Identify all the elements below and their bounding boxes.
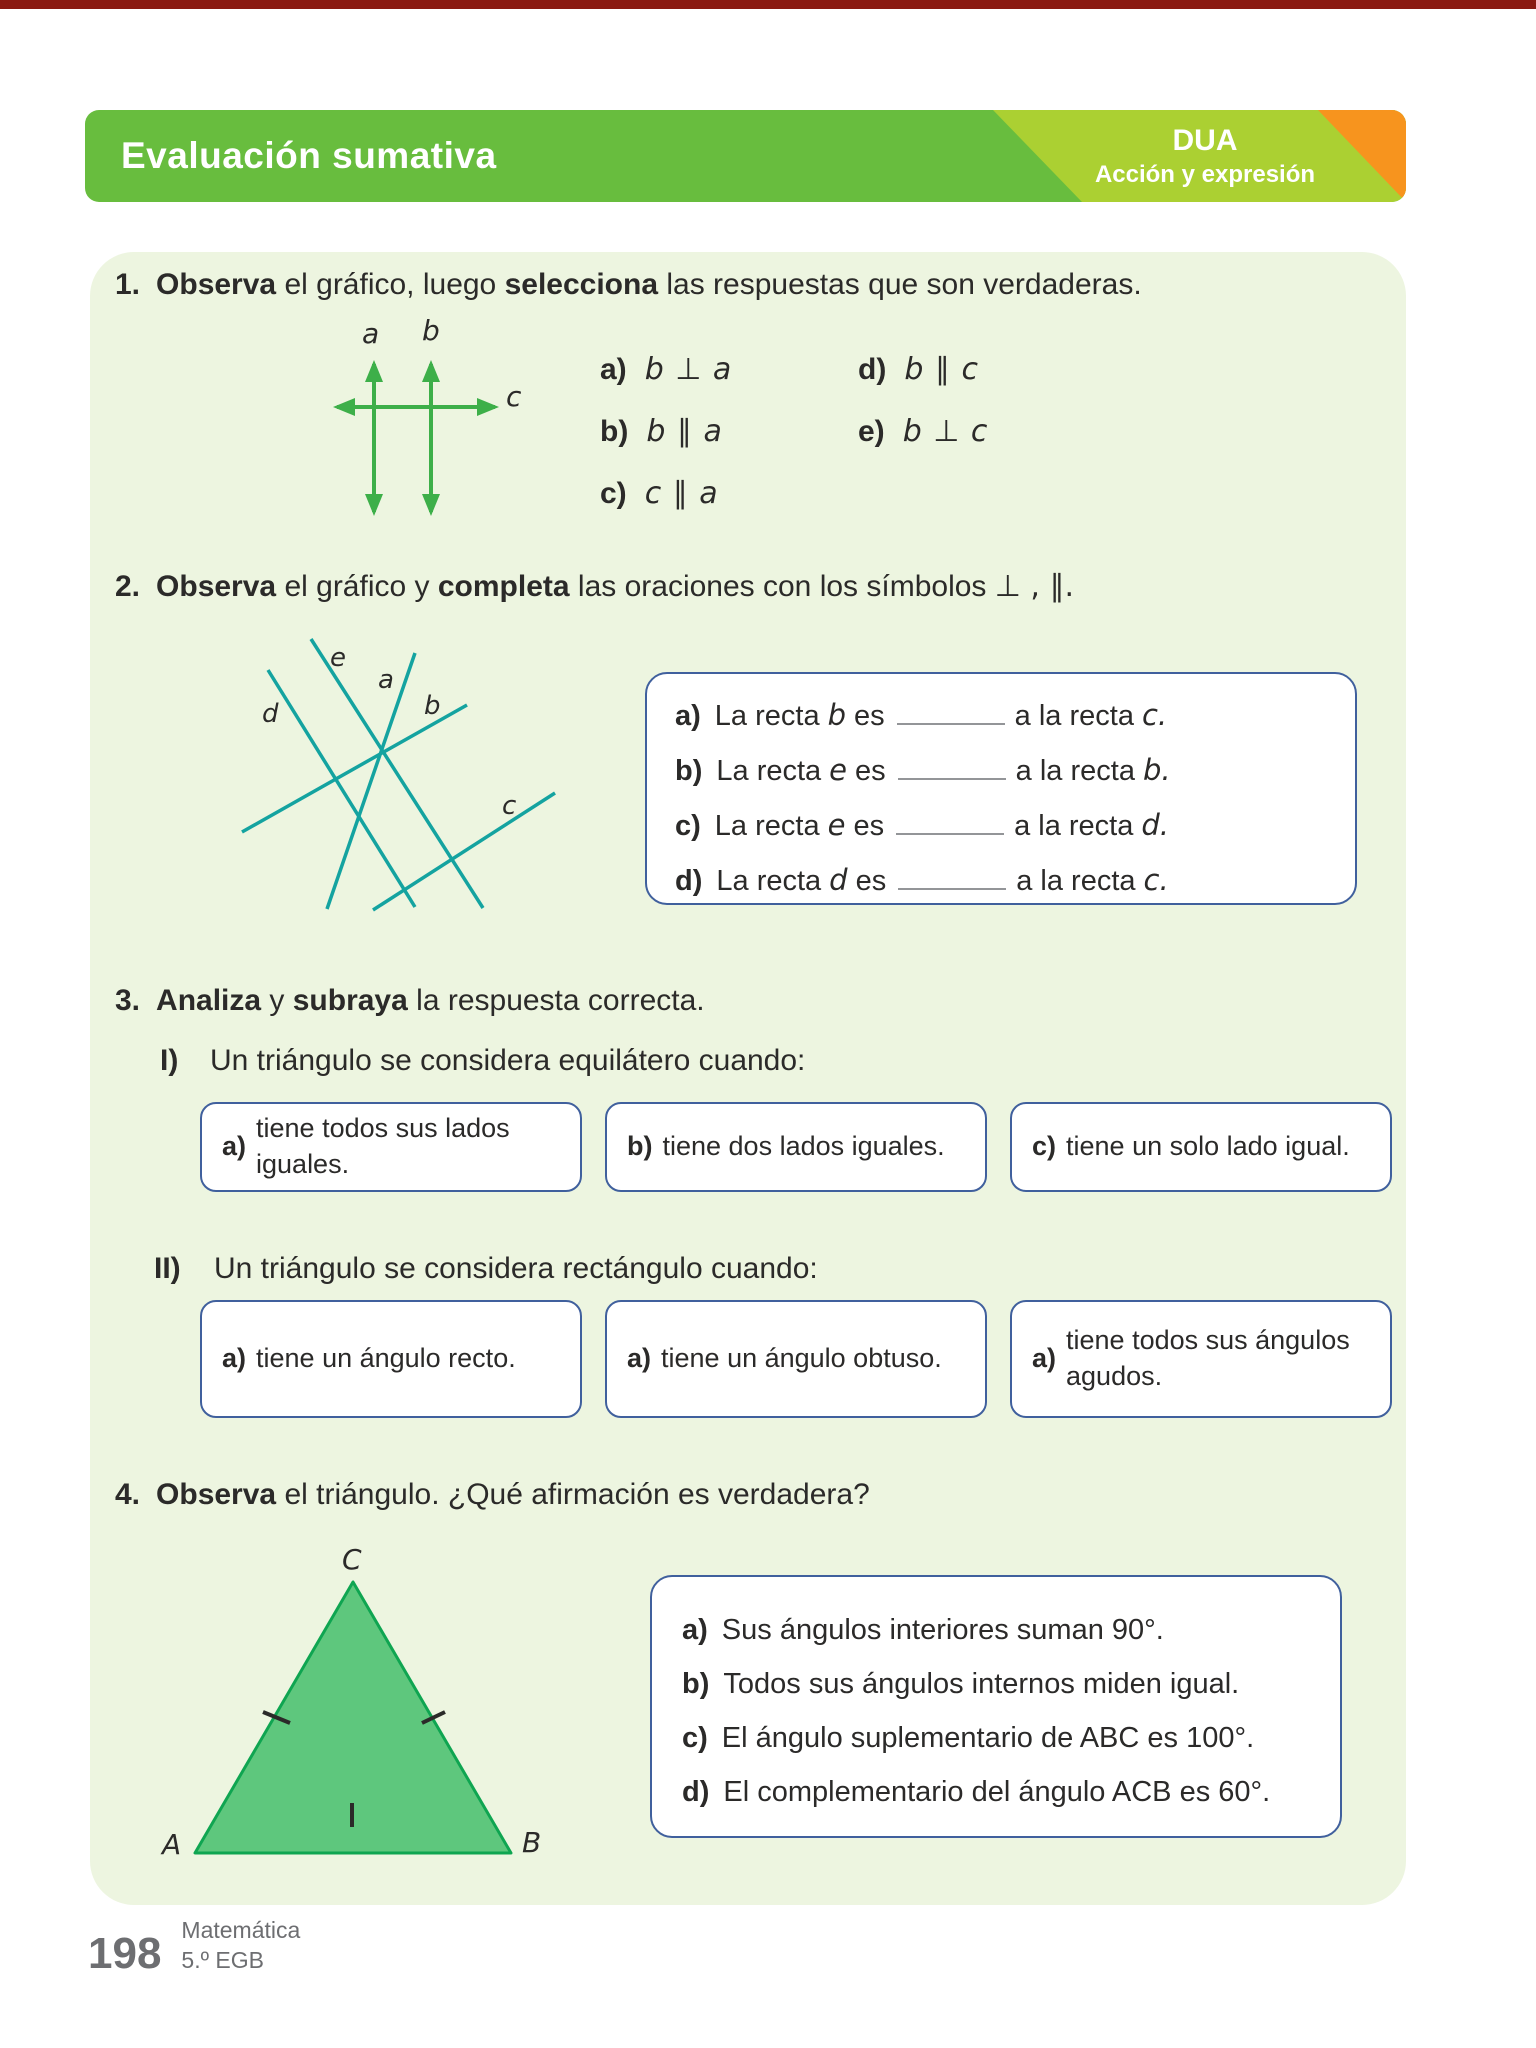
page-title: Evaluación sumativa: [121, 135, 497, 176]
dua-badge: [1050, 122, 1360, 190]
q2-sentence-a: a) La recta b es a la recta c.: [675, 688, 1355, 743]
line-a-label: a: [378, 665, 394, 695]
footer-meta: [181, 1916, 300, 1976]
q4-triangle-diagram: [150, 1545, 570, 1875]
q4-option-d[interactable]: d) El complementario del ángulo ACB es 60°.: [682, 1776, 1271, 1808]
line-c-label: c: [506, 380, 522, 413]
vertex-b-label: B: [522, 1826, 542, 1859]
q2-diagram: [180, 625, 570, 925]
q1-option-b[interactable]: b) b ∥ a: [600, 414, 723, 449]
symbols-perp-parallel: ⊥ , ∥.: [994, 569, 1075, 604]
answer-blank[interactable]: [896, 804, 1004, 835]
q3p1-option-c[interactable]: c) tiene un solo lado igual.: [1010, 1102, 1392, 1192]
answer-blank[interactable]: [898, 749, 1006, 780]
question-2-heading: 2. Observa el gráfico y completa las oraciones con los símbolos ⊥ , ∥.: [115, 569, 1075, 604]
q1-option-d[interactable]: d) b ∥ c: [858, 352, 979, 387]
q4-option-c[interactable]: c) El ángulo suplementario de ABC es 100°.: [682, 1722, 1255, 1754]
line-c-label: c: [502, 791, 517, 821]
q3-part2-prompt: II) Un triángulo se considera rectángulo cuando:: [154, 1252, 818, 1285]
top-edge-strip: [0, 0, 1536, 9]
question-1-heading: 1. Observa el gráfico, luego selecciona las respuestas que son verdaderas.: [115, 268, 1142, 301]
answer-blank[interactable]: [897, 694, 1005, 725]
line-b-label: b: [422, 314, 440, 347]
q1-lines-figure: [240, 322, 570, 537]
q2-sentence-d: d) La recta d es a la recta c.: [675, 853, 1355, 908]
line-c: [373, 793, 555, 910]
dua-badge-subtitle: Acción y expresión: [1094, 160, 1316, 188]
q3p2-option-1[interactable]: a) tiene un ángulo recto.: [200, 1300, 582, 1418]
line-b-label: b: [424, 691, 441, 721]
question-2-number: 2.: [115, 570, 141, 603]
question-1-number: 1.: [115, 268, 141, 301]
line-e-label: e: [330, 643, 346, 673]
q3p1-option-a[interactable]: a) tiene todos sus lados iguales.: [200, 1102, 582, 1192]
question-3-heading: 3. Analiza y subraya la respuesta correcta.: [115, 984, 705, 1017]
header-banner: [85, 110, 1406, 202]
line-e: [311, 639, 483, 908]
answer-blank[interactable]: [898, 859, 1006, 890]
page-number: 198: [88, 1928, 162, 1978]
vertex-a-label: A: [162, 1828, 182, 1861]
dua-badge-title: DUA: [1172, 124, 1238, 157]
q2-sentence-c: c) La recta e es a la recta d.: [675, 798, 1355, 853]
triangle-figure: [150, 1545, 570, 1875]
q3-part2-options: [200, 1300, 1392, 1418]
q2-sentence-b: b) La recta e es a la recta b.: [675, 743, 1355, 798]
q3p1-option-b[interactable]: b) tiene dos lados iguales.: [605, 1102, 987, 1192]
q4-options-box: [650, 1575, 1342, 1838]
q4-option-b[interactable]: b) Todos sus ángulos internos miden igual.: [682, 1668, 1240, 1700]
q4-option-a[interactable]: a) Sus ángulos interiores suman 90°.: [682, 1614, 1164, 1646]
question-3-number: 3.: [115, 984, 141, 1017]
line-a-label: a: [362, 317, 380, 350]
q1-option-a[interactable]: a) b ⊥ a: [600, 352, 733, 387]
vertex-c-label: C: [342, 1543, 362, 1576]
q1-option-e[interactable]: e) b ⊥ c: [858, 414, 989, 449]
footer-subject: Matemática: [181, 1917, 301, 1943]
q2-answers-box: [645, 672, 1357, 905]
worksheet-panel: [90, 252, 1406, 1905]
q2-lines-figure: [180, 625, 570, 925]
q1-option-c[interactable]: c) c ∥ a: [600, 476, 719, 511]
q3-part1-options: [200, 1102, 1392, 1192]
page-footer: [88, 1916, 300, 1976]
line-d-label: d: [262, 699, 279, 729]
q3p2-option-3[interactable]: a) tiene todos sus ángulos agudos.: [1010, 1300, 1392, 1418]
footer-grade: 5.º EGB: [181, 1946, 264, 1973]
q3-part1-prompt: I) Un triángulo se considera equilátero cuando:: [160, 1044, 806, 1077]
q3p2-option-2[interactable]: a) tiene un ángulo obtuso.: [605, 1300, 987, 1418]
question-4-number: 4.: [115, 1478, 141, 1511]
q1-diagram: [240, 314, 570, 537]
question-4-heading: 4. Observa el triángulo. ¿Qué afirmación es verdadera?: [115, 1478, 870, 1511]
